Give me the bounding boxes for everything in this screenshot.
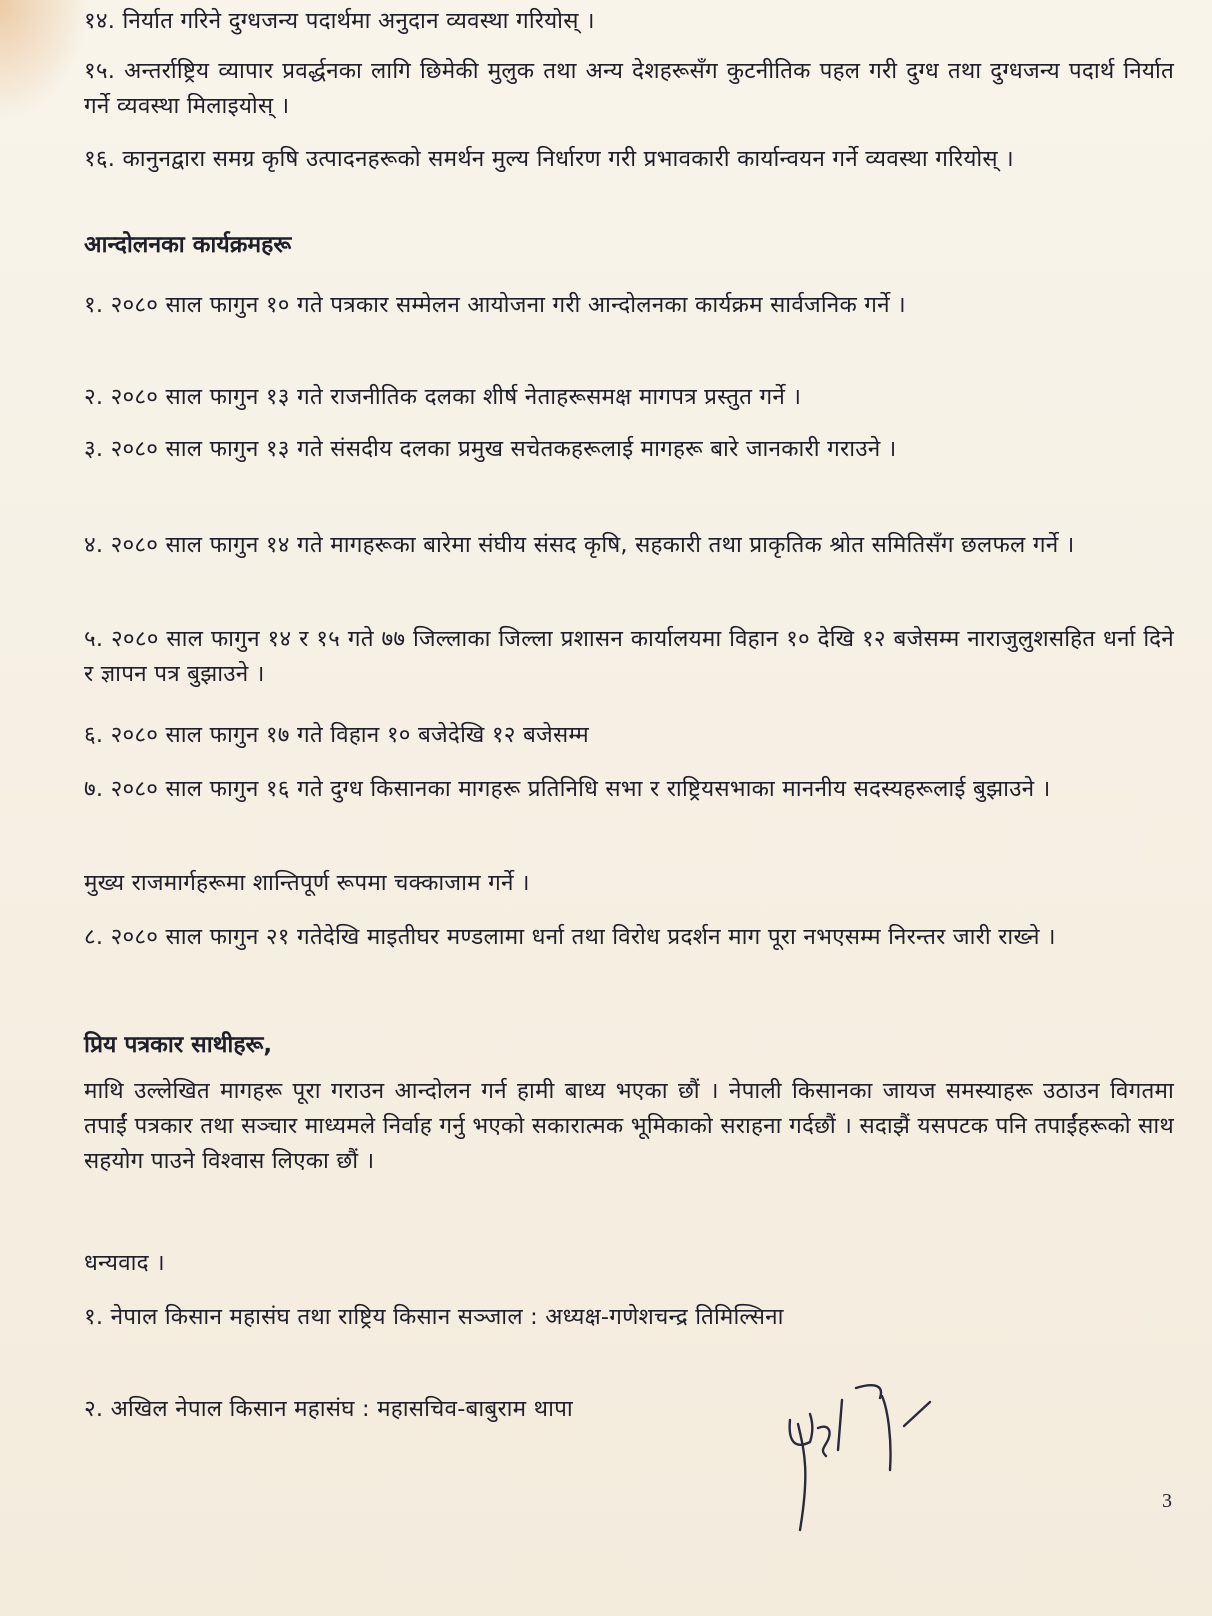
signatory-1: १. नेपाल किसान महासंघ तथा राष्ट्रिय किसान सञ्जाल : अध्यक्ष-गणेशचन्द्र तिमिल्सिना xyxy=(84,1304,784,1330)
handwritten-signature xyxy=(780,1380,950,1540)
demand-15: १५. अन्तर्राष्ट्रिय व्यापार प्रवर्द्धनका लागि छिमेकी मुलुक तथा अन्य देशहरूसँग कुटनीतिक पहल गरी दुग्ध तथा दुग्धजन्य पदार्थ निर्यात गर्ने व्यवस्था मिलाइयोस् । xyxy=(84,58,1174,119)
salutation: प्रिय पत्रकार साथीहरू, xyxy=(84,1032,273,1058)
demand-14: १४. निर्यात गरिने दुग्धजन्य पदार्थमा अनुदान व्यवस्था गरियोस् । xyxy=(84,8,595,34)
program-item-5: ५. २०८० साल फागुन १४ र १५ गते ७७ जिल्लाका जिल्ला प्रशासन कार्यालयमा विहान १० देखि १२ बजेसम्म नाराजुलुशसहित धर्ना दिने र ज्ञापन पत्र बुझाउने । xyxy=(84,626,1174,687)
closing-paragraph: माथि उल्लेखित मागहरू पूरा गराउन आन्दोलन गर्न हामी बाध्य भएका छौं । नेपाली किसानका जायज समस्याहरू उठाउन विगतमा तपाईं पत्रकार तथा सञ्चार माध्यमले निर्वाह गर्नु भएको सकारात्मक भूमिकाको सराहना गर्दछौं । सदाझैं यसपटक पनि तपाईंहरूको साथ सहयोग पाउने विश्वास लिएका छौं । xyxy=(84,1078,1174,1174)
program-highway-blockade: मुख्य राजमार्गहरूमा शान्तिपूर्ण रूपमा चक्काजाम गर्ने । xyxy=(84,870,530,896)
page-number: 3 xyxy=(1162,1490,1172,1512)
program-item-6: ६. २०८० साल फागुन १७ गते विहान १० बजेदेखि १२ बजेसम्म xyxy=(84,722,589,748)
signatory-2: २. अखिल नेपाल किसान महासंघ : महासचिव-बाबुराम थापा xyxy=(84,1396,573,1422)
program-item-1: १. २०८० साल फागुन १० गते पत्रकार सम्मेलन आयोजना गरी आन्दोलनका कार्यक्रम सार्वजनिक गर्ने । xyxy=(84,292,906,318)
program-item-7: ७. २०८० साल फागुन १६ गते दुग्ध किसानका मागहरू प्रतिनिधि सभा र राष्ट्रियसभाका माननीय सदस्यहरूलाई बुझाउने । xyxy=(84,776,1051,802)
demand-16: १६. कानुनद्वारा समग्र कृषि उत्पादनहरूको समर्थन मुल्य निर्धारण गरी प्रभावकारी कार्यान्वयन गर्ने व्यवस्था गरियोस् । xyxy=(84,146,1014,172)
program-item-2: २. २०८० साल फागुन १३ गते राजनीतिक दलका शीर्ष नेताहरूसमक्ष मागपत्र प्रस्तुत गर्ने । xyxy=(84,384,802,410)
thanks-text: धन्यवाद । xyxy=(84,1250,165,1276)
program-item-3: ३. २०८० साल फागुन १३ गते संसदीय दलका प्रमुख सचेतकहरूलाई मागहरू बारे जानकारी गराउने । xyxy=(84,436,897,462)
program-item-4: ४. २०८० साल फागुन १४ गते मागहरूका बारेमा संघीय संसद कृषि, सहकारी तथा प्राकृतिक श्रोत समितिसँग छलफल गर्ने । xyxy=(84,532,1075,558)
program-item-8: ८. २०८० साल फागुन २१ गतेदेखि माइतीघर मण्डलामा धर्ना तथा विरोध प्रदर्शन माग पूरा नभएसम्म निरन्तर जारी राख्ने । xyxy=(84,924,1056,950)
programs-heading: आन्दोलनका कार्यक्रमहरू xyxy=(84,232,292,258)
